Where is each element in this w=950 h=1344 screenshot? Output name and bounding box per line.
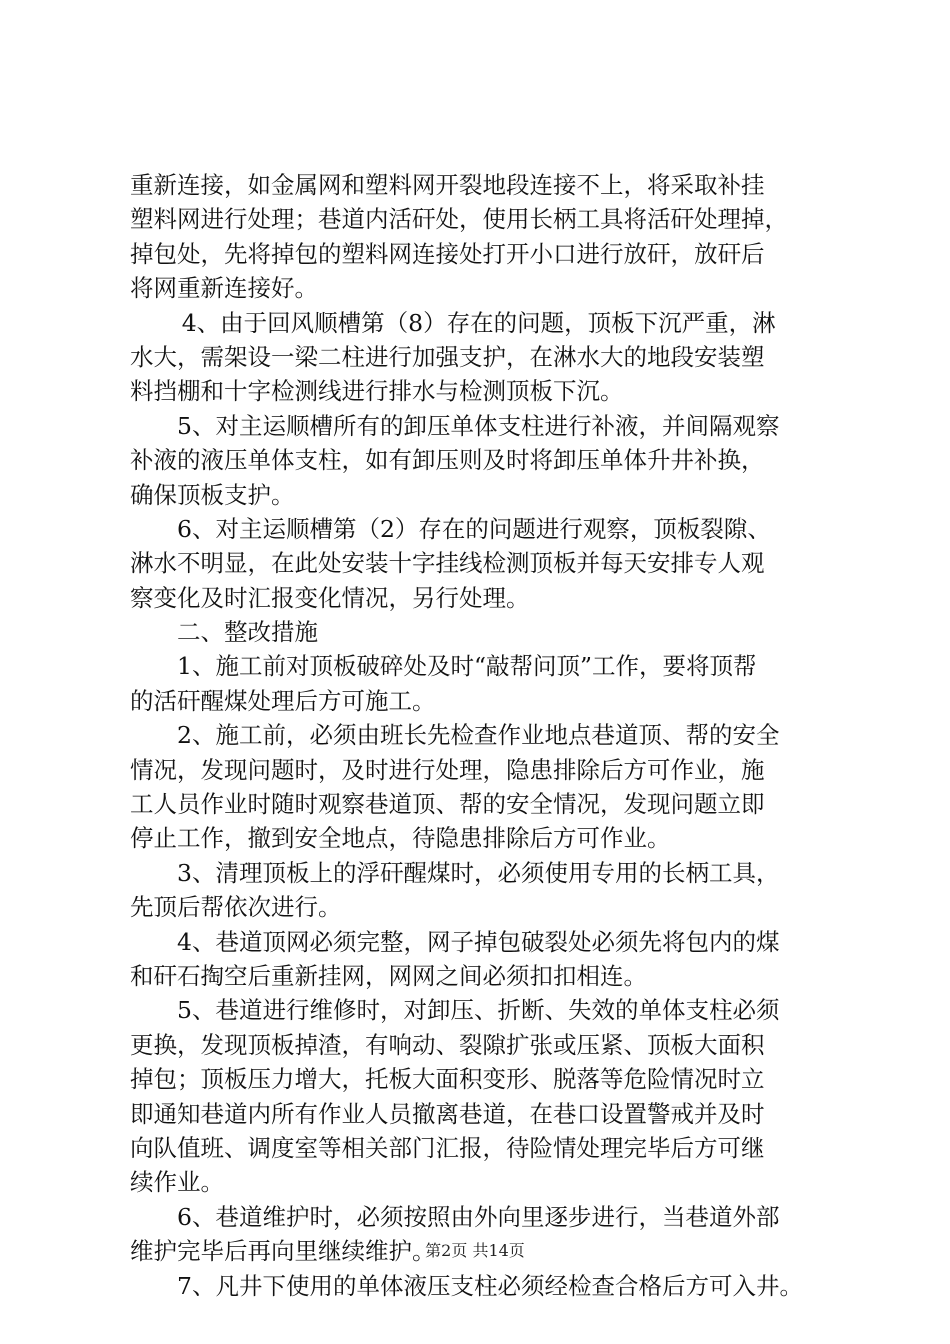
text-line: 4、巷道顶网必须完整，网子掉包破裂处必须先将包内的煤 [177, 927, 780, 956]
text-line: 7、凡井下使用的单体液压支柱必须经检查合格后方可入井。 [177, 1271, 803, 1300]
text-line: 6、对主运顺槽第（2）存在的问题进行观察，顶板裂隙、 [177, 514, 771, 543]
text-line: 停止工作，撤到安全地点，待隐患排除后方可作业。 [130, 824, 671, 853]
text-line: 情况，发现问题时，及时进行处理，隐患排除后方可作业，施 [130, 755, 765, 784]
text-line: 工人员作业时随时观察巷道顶、帮的安全情况，发现问题立即 [130, 790, 765, 819]
text-line: 掉包；顶板压力增大，托板大面积变形、脱落等危险情况时立 [130, 1065, 765, 1094]
text-line: 5、对主运顺槽所有的卸压单体支柱进行补液，并间隔观察 [177, 411, 780, 440]
text-line: 5、巷道进行维修时，对卸压、折断、失效的单体支柱必须 [177, 996, 780, 1025]
text-line: 的活矸醒煤处理后方可施工。 [130, 686, 436, 715]
text-line: 水大，需架设一梁二柱进行加强支护，在淋水大的地段安装塑 [130, 342, 765, 371]
text-line: 更换，发现顶板掉渣，有响动、裂隙扩张或压紧、顶板大面积 [130, 1030, 765, 1059]
text-line: 续作业。 [130, 1168, 224, 1197]
text-line: 确保顶板支护。 [130, 480, 295, 509]
text-line: 掉包处，先将掉包的塑料网连接处打开小口进行放矸，放矸后 [130, 239, 765, 268]
text-line: 向队值班、调度室等相关部门汇报，待险情处理完毕后方可继 [130, 1133, 765, 1162]
page-number-footer: 第2页 共14页 [425, 1241, 525, 1260]
text-line: 6、巷道维护时，必须按照由外向里逐步进行，当巷道外部 [177, 1202, 780, 1231]
text-line: 察变化及时汇报变化情况，另行处理。 [130, 583, 530, 612]
text-line: 二、整改措施 [177, 618, 318, 647]
text-line: 重新连接，如金属网和塑料网开裂地段连接不上，将采取补挂 [130, 171, 765, 199]
text-line: 和矸石掏空后重新挂网，网网之间必须扣扣相连。 [130, 961, 647, 990]
text-line: 塑料网进行处理；巷道内活矸处，使用长柄工具将活矸处理掉， [130, 205, 788, 234]
text-line: 2、施工前，必须由班长先检查作业地点巷道顶、帮的安全 [177, 721, 780, 750]
text-line: 料挡棚和十字检测线进行排水与检测顶板下沉。 [130, 377, 624, 406]
text-line: 补液的液压单体支柱，如有卸压则及时将卸压单体升井补换， [130, 446, 765, 475]
text-line: 4、由于回风顺槽第（8）存在的问题，顶板下沉严重，淋 [181, 308, 776, 337]
text-line: 即通知巷道内所有作业人员撤离巷道，在巷口设置警戒并及时 [130, 1099, 765, 1128]
text-line: 将网重新连接好。 [130, 274, 318, 303]
text-line: 3、清理顶板上的浮矸醒煤时，必须使用专用的长柄工具， [177, 858, 780, 887]
text-line: 淋水不明显，在此处安装十字挂线检测顶板并每天安排专人观 [130, 549, 765, 578]
document-body [130, 168, 850, 1303]
text-line: 1、施工前对顶板破碎处及时“敲帮问顶”工作，要将顶帮 [177, 652, 757, 681]
text-line: 先顶后帮依次进行。 [130, 893, 342, 922]
text-line: 维护完毕后再向里继续维护。 [130, 1237, 436, 1266]
